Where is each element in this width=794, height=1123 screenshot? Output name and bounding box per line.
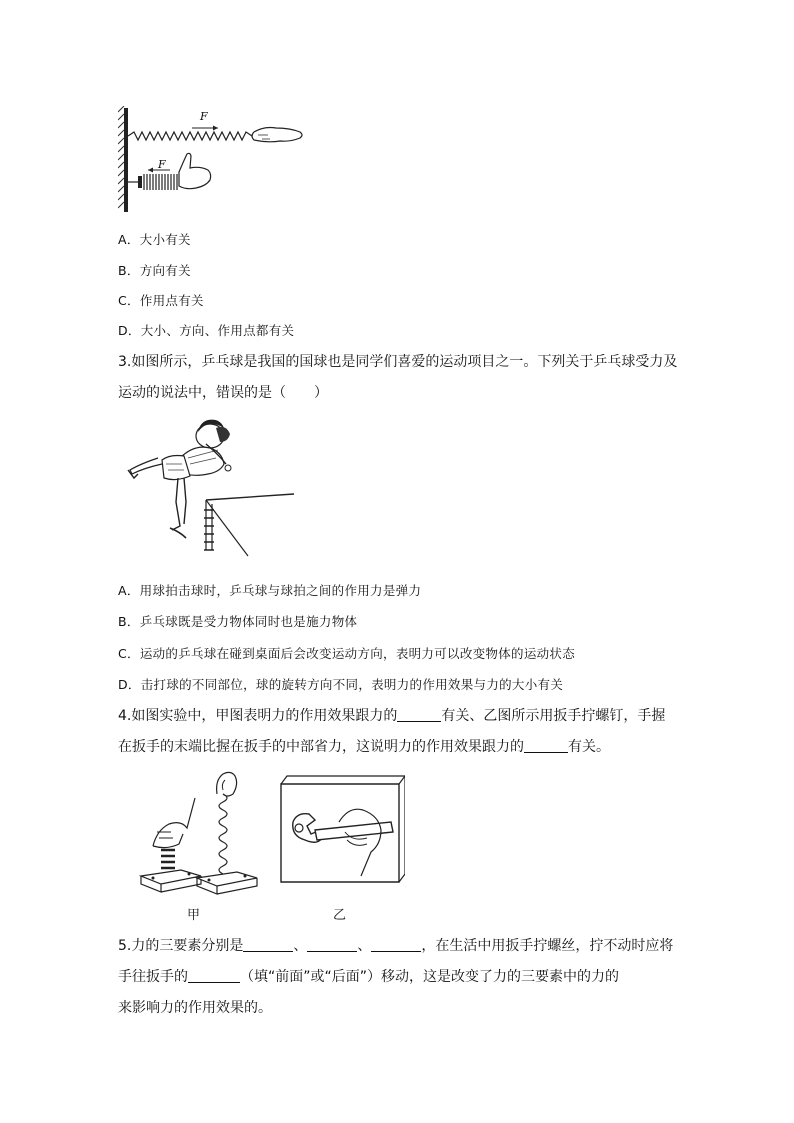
option-letter: D． (118, 323, 141, 338)
q5-blank-4[interactable] (188, 968, 240, 983)
q4-blank-2[interactable] (524, 738, 568, 753)
q2-option-a[interactable] (118, 231, 191, 249)
option-text: 大小有关 (139, 232, 191, 247)
q3-option-d[interactable] (118, 676, 563, 694)
option-letter: B． (118, 263, 140, 278)
q4-text: 有关。 (568, 739, 610, 755)
q2-option-b[interactable] (118, 262, 191, 280)
q4-text: 在扳手的末端比握在扳手的中部省力，这说明力的作用效果跟力的 (118, 739, 524, 755)
spring-wall-figure (118, 106, 308, 214)
option-letter: D． (118, 677, 141, 692)
spring-wrench-figure (133, 766, 405, 924)
q5-text: ，在生活中用扳手拧螺丝，拧不动时应将 (421, 938, 674, 954)
q4-blank-1[interactable] (397, 707, 441, 722)
q5-blank-1[interactable] (243, 937, 293, 952)
q5-line2 (118, 968, 619, 986)
q2-option-d[interactable] (118, 322, 294, 340)
q3-option-b[interactable] (118, 613, 357, 631)
figure-caption-yi: 乙 (333, 908, 347, 923)
option-text: 运动的乒乓球在碰到桌面后会改变运动方向，表明力可以改变物体的运动状态 (139, 646, 576, 661)
option-text: 大小、方向、作用点都有关 (140, 323, 295, 338)
option-text: 击打球的不同部位，球的旋转方向不同，表明力的作用效果与力的大小有关 (140, 677, 564, 692)
q5-sep: 、 (293, 938, 308, 954)
q5-line1 (118, 937, 673, 955)
force-label-bottom: F (158, 158, 166, 171)
q5-text: 5.力的三要素分别是 (118, 938, 244, 954)
q5-line3: 来影响力的作用效果的。 (118, 1000, 272, 1016)
q4-line2 (118, 738, 610, 756)
force-label-top: F (200, 110, 208, 123)
option-text: 用球拍击球时，乒乓球与球拍之间的作用力是弹力 (139, 583, 422, 598)
spring-wrench-drawing (133, 766, 405, 924)
option-letter: B． (118, 614, 140, 629)
q5-text: 手往扳手的 (118, 969, 188, 985)
q5-text: （填“前面”或“后面”）移动，这是改变了力的三要素中的力的 (240, 969, 620, 985)
q4-text: 有关、乙图所示用扳手拧螺钉，手握 (441, 708, 666, 724)
spring-wall-drawing (118, 106, 308, 214)
q4-text: 4.如图实验中，甲图表明力的作用效果跟力的 (118, 708, 398, 724)
q5-blank-2[interactable] (307, 937, 357, 952)
q3-option-a[interactable] (118, 582, 421, 600)
option-text: 乒乓球既是受力物体同时也是施力物体 (139, 614, 358, 629)
option-letter: C． (118, 293, 140, 308)
table-tennis-drawing (118, 414, 296, 566)
option-text: 作用点有关 (139, 293, 204, 308)
option-letter: A． (118, 232, 140, 247)
table-tennis-figure (118, 414, 296, 566)
q5-blank-3[interactable] (371, 937, 421, 952)
option-text: 方向有关 (139, 263, 191, 278)
option-letter: A． (118, 583, 140, 598)
option-letter: C． (118, 646, 140, 661)
q5-sep: 、 (357, 938, 372, 954)
q3-option-c[interactable] (118, 645, 575, 663)
q3-stem-line2: 运动的说法中，错误的是（ ） (118, 385, 328, 401)
figure-caption-jia: 甲 (187, 908, 201, 923)
q4-line1 (118, 707, 665, 725)
q2-option-c[interactable] (118, 292, 204, 310)
q3-stem-line1: 3.如图所示，乒乓球是我国的国球也是同学们喜爱的运动项目之一。下列关于乒乓球受力及 (118, 354, 678, 370)
